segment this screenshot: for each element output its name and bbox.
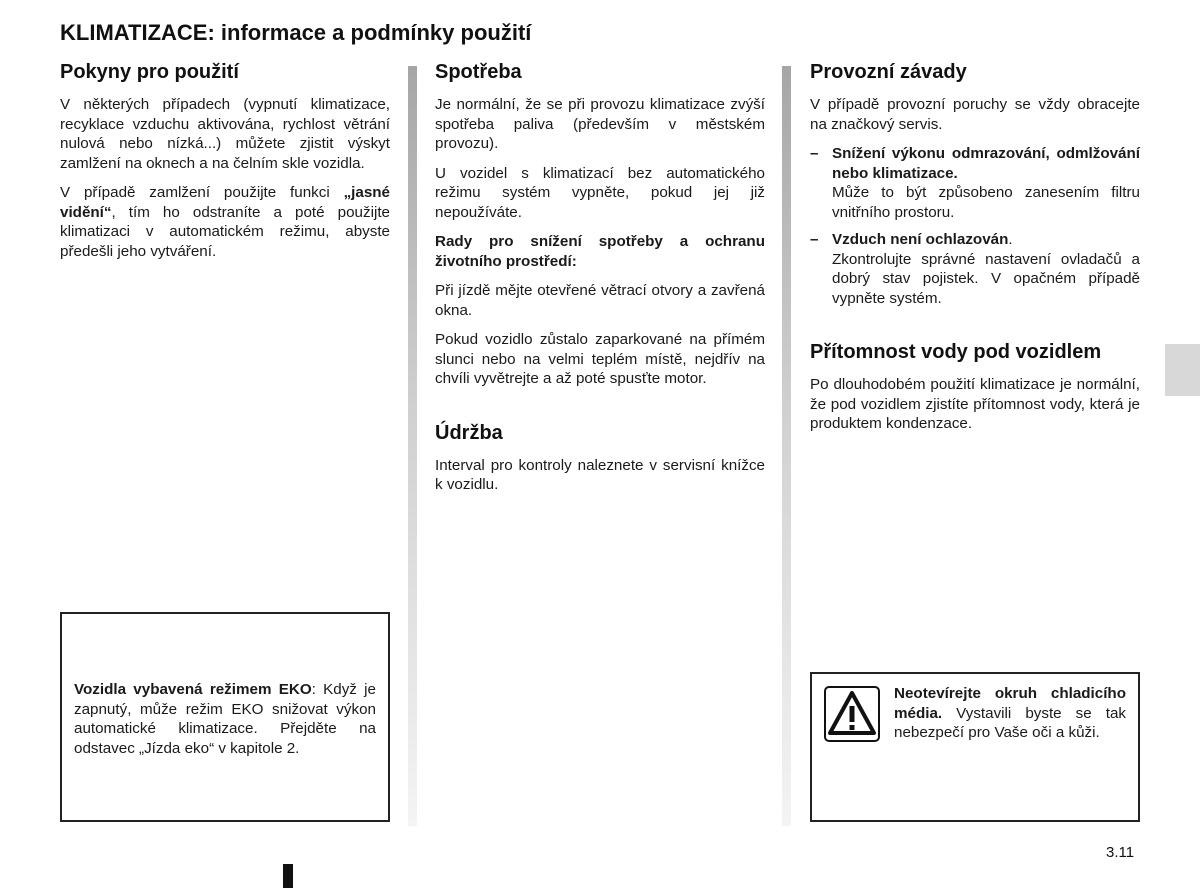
tips-subheading: Rady pro snížení spotřeby a ochranu životního prostředí: xyxy=(435,233,765,270)
eko-mode-note: Vozidla vybavená režimem EKO: Když je zapnutý, může režim EKO snižovat výkon automatické klimatizace. Přejděte na odstavec „Jízda eko“ v kapitole 2. xyxy=(74,681,376,757)
column-usage-instructions xyxy=(60,60,390,271)
refrigerant-warning-text: Neotevírejte okruh chladicího média. Vystavili byste se tak nebezpečí pro Vaše oči a kůži. xyxy=(894,685,1126,741)
section-heading-consumption: Spotřeba xyxy=(435,61,522,83)
maintenance-paragraph: Interval pro kontroly naleznete v servisní knížce k vozidlu. xyxy=(435,456,765,493)
page-number: 3.11 xyxy=(1106,844,1135,861)
eko-mode-note-box xyxy=(60,612,390,822)
column-malfunctions xyxy=(810,60,1140,444)
clear-view-function-name: „jasné vidění“ xyxy=(60,184,390,221)
section-heading-malfunctions: Provozní závady xyxy=(810,61,967,83)
refrigerant-warning-box xyxy=(810,672,1140,822)
print-mark xyxy=(283,864,293,888)
water-paragraph: Po dlouhodobém použití klimatizace je normální, že pod vozidlem zjistíte přítomnost vody, která je produktem kondenzace. xyxy=(810,376,1140,432)
warning-triangle-icon xyxy=(824,686,880,742)
defog-paragraph: V případě zamlžení použijte funkci „jasné vidění“, tím ho odstraníte a poté použijte klimatizaci v automatickém režimu, abyste předešli jeho vytváření. xyxy=(60,184,390,260)
section-heading-usage: Pokyny pro použití xyxy=(60,61,239,83)
manual-mode-paragraph: U vozidel s klimatizací bez automatického režimu systém vypněte, pokud jej již nepoužíváte. xyxy=(435,164,765,221)
list-item: – Vzduch není ochlazován. Zkontrolujte správné nastavení ovladačů a dobrý stav pojistek. V opačném případě vypněte systém. xyxy=(810,230,1140,308)
consumption-paragraph: Je normální, že se při provozu klimatizace zvýší spotřeba paliva (především v městském provozu). xyxy=(435,96,765,152)
list-item: – Snížení výkonu odmrazování, odmlžování nebo klimatizace. Může to být způsobeno zanesením filtru vnitřního prostoru. xyxy=(810,144,1140,222)
usage-paragraph: V některých případech (vypnutí klimatizace, recyklace vzduchu aktivována, rychlost větrání nulová nebo nízká...) můžete zjistit výskyt zamlžení na oknech a na čelním skle vozidla. xyxy=(60,96,390,172)
column-divider xyxy=(408,66,417,826)
tip-paragraph: Pokud vozidlo zůstalo zaparkované na přímém slunci nebo na velmi teplém místě, nejdřív na chvíli vyvětrejte a až poté spusťte motor. xyxy=(435,331,765,387)
malfunction-paragraph: V případě provozní poruchy se vždy obracejte na značkový servis. xyxy=(810,96,1140,133)
column-consumption xyxy=(435,60,765,505)
tip-paragraph: Při jízdě mějte otevřené větrací otvory a zavřená okna. xyxy=(435,282,765,319)
page-title: KLIMATIZACE: informace a podmínky použití xyxy=(60,20,532,45)
malfunction-list xyxy=(810,144,1140,308)
column-divider xyxy=(782,66,791,826)
chapter-tab xyxy=(1165,344,1200,396)
section-heading-maintenance: Údržba xyxy=(435,421,503,444)
section-heading-water: Přítomnost vody pod vozidlem xyxy=(810,341,1102,363)
